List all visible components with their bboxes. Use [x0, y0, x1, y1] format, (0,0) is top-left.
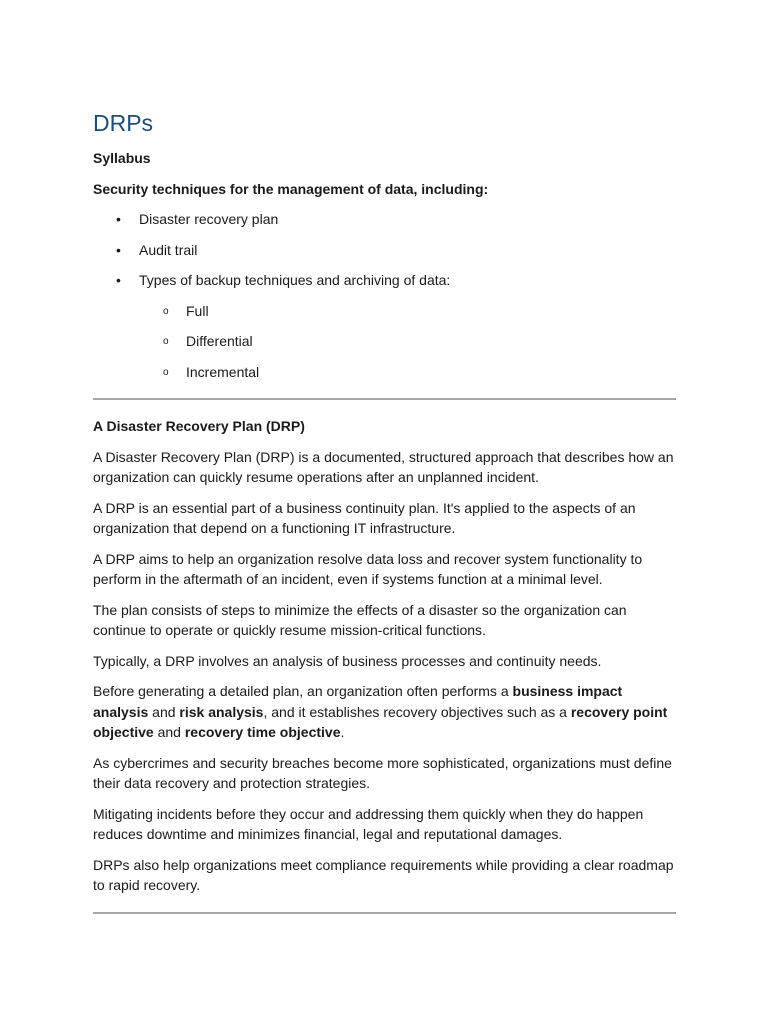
text-run: and — [148, 703, 180, 720]
text-run: . — [340, 724, 345, 740]
text-run: and — [153, 724, 185, 740]
paragraph: A DRP is an essential part of a business continuity plan. It's applied to the aspects of an organization that depend on a functioning IT infrastructure. — [93, 499, 636, 536]
sub-list-item-text: Incremental — [186, 363, 260, 380]
list-item-text: Types of backup techniques and archiving of data: — [139, 272, 451, 288]
text-run: , and it establishes recovery objectives such as a — [263, 703, 571, 720]
paragraph: A DRP aims to help an organization resolve data loss and recover system functionality to perform in the aftermath of an incident, even if systems function at a minimal level. — [93, 550, 643, 587]
section-heading: A Disaster Recovery Plan (DRP) — [93, 418, 305, 434]
paragraph: The plan consists of steps to minimize the effects of a disaster so the organization can continue to operate or quickly resume mission-critical functions. — [93, 601, 627, 638]
bullet-icon: • — [116, 272, 121, 288]
paragraph: Mitigating incidents before they occur and addressing them quickly when they do happen reduces downtime and minimizes financial, legal and reputational damages. — [93, 805, 644, 842]
paragraph: Typically, a DRP involves an analysis of business processes and continuity needs. — [93, 652, 602, 669]
paragraph: A Disaster Recovery Plan (DRP) is a documented, structured approach that describes how an organization can quickly resume operations after an unplanned incident. — [93, 448, 674, 485]
emphasis-recovery-point-objective: recovery point objective — [93, 703, 668, 740]
emphasis-recovery-time-objective: recovery time objective — [184, 724, 341, 740]
sub-list-item — [93, 331, 676, 352]
list-item — [93, 240, 676, 261]
list-item — [93, 270, 676, 291]
syllabus-intro: Security techniques for the management of data, including: — [93, 180, 489, 197]
emphasis-risk-analysis: risk analysis — [179, 703, 264, 720]
paragraph: As cybercrimes and security breaches become more sophisticated, organizations must define their data recovery and protection strategies. — [93, 754, 672, 791]
sub-list-item — [93, 362, 676, 383]
text-run: Before generating a detailed plan, an organization often performs a — [93, 683, 513, 699]
sub-list-item-text: Differential — [186, 333, 253, 349]
paragraph: DRPs also help organizations meet compliance requirements while providing a clear roadmap to rapid recovery. — [93, 856, 674, 893]
syllabus-list — [93, 209, 676, 382]
list-item-text: Audit trail — [139, 241, 198, 258]
syllabus-heading: Syllabus — [93, 150, 151, 166]
page-title: DRPs — [93, 110, 154, 136]
horizontal-divider — [93, 912, 676, 914]
document-page — [93, 108, 676, 930]
sub-bullet-icon: o — [163, 336, 169, 347]
horizontal-divider — [93, 398, 676, 400]
list-item-text: Disaster recovery plan — [139, 211, 279, 227]
bullet-icon: • — [116, 211, 121, 227]
bullet-icon: • — [116, 241, 121, 258]
sub-bullet-icon: o — [163, 366, 169, 378]
emphasis-business-impact-analysis: business impact analysis — [93, 683, 623, 720]
paragraph-with-emphasis — [93, 681, 676, 743]
sub-list-item — [93, 301, 676, 322]
sub-list-item-text: Full — [186, 302, 209, 319]
sub-bullet-icon: o — [163, 305, 169, 317]
list-item — [93, 209, 676, 230]
